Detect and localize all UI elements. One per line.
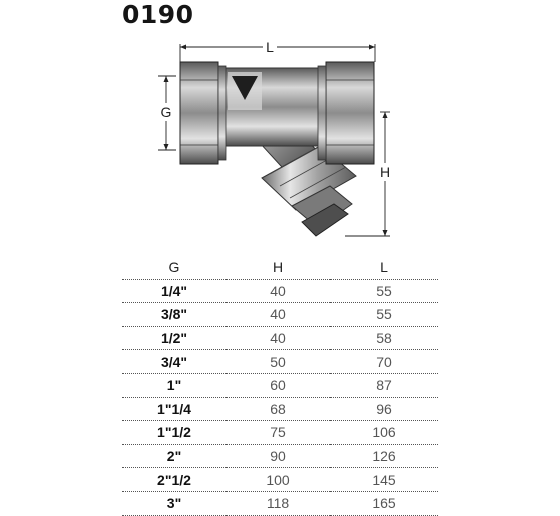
cell-h: 68 [270,400,286,417]
cell-h: 40 [270,330,286,347]
cell-h: 40 [270,282,286,299]
cell-l: 87 [376,377,392,394]
dimension-g-label: G [160,104,172,120]
cell-h: 60 [270,377,286,394]
cell-g: 1"1/2 [157,424,191,441]
table-header-row [122,256,438,279]
table-row [122,373,438,397]
table-row [122,421,438,445]
table-row [122,350,438,374]
cell-l: 55 [376,282,392,299]
right-hex-end [318,62,374,164]
cell-g: 1/2" [160,330,188,347]
table-row [122,397,438,421]
cell-l: 106 [372,424,396,441]
cell-g: 3/4" [160,353,188,370]
cell-h: 50 [270,353,286,370]
cell-l: 70 [376,353,392,370]
table-row [122,279,438,303]
cell-l: 55 [376,306,392,323]
product-code: 0190 [122,0,194,29]
column-header-l: L [380,259,388,276]
cell-l: 126 [372,448,396,465]
cell-h: 100 [266,471,290,488]
cell-h: 118 [266,495,290,512]
cell-l: 145 [372,471,396,488]
cell-g: 3/8" [160,306,188,323]
cell-h: 75 [270,424,286,441]
column-header-g: G [168,259,180,276]
cell-g: 2"1/2 [157,471,191,488]
valve-body [210,68,330,146]
column-header-h: H [272,259,284,276]
cell-h: 90 [270,448,286,465]
cell-g: 1/4" [160,282,188,299]
left-hex-end [180,62,226,164]
table-row [122,326,438,350]
y-strainer-drawing [0,0,560,256]
dimension-h-label: H [379,164,391,180]
dimensions-table [122,256,438,516]
cell-g: 1"1/4 [157,400,191,417]
cell-l: 96 [376,400,392,417]
cell-g: 1" [166,377,182,394]
cell-h: 40 [270,306,286,323]
dimension-l-label: L [266,39,274,55]
cell-l: 165 [372,495,396,512]
cell-g: 2" [166,448,182,465]
table-row [122,444,438,468]
table-row [122,468,438,492]
dimension-l [180,44,375,62]
cell-g: 3" [166,495,182,512]
table-row [122,303,438,327]
table-row [122,491,438,515]
cell-l: 58 [376,330,392,347]
